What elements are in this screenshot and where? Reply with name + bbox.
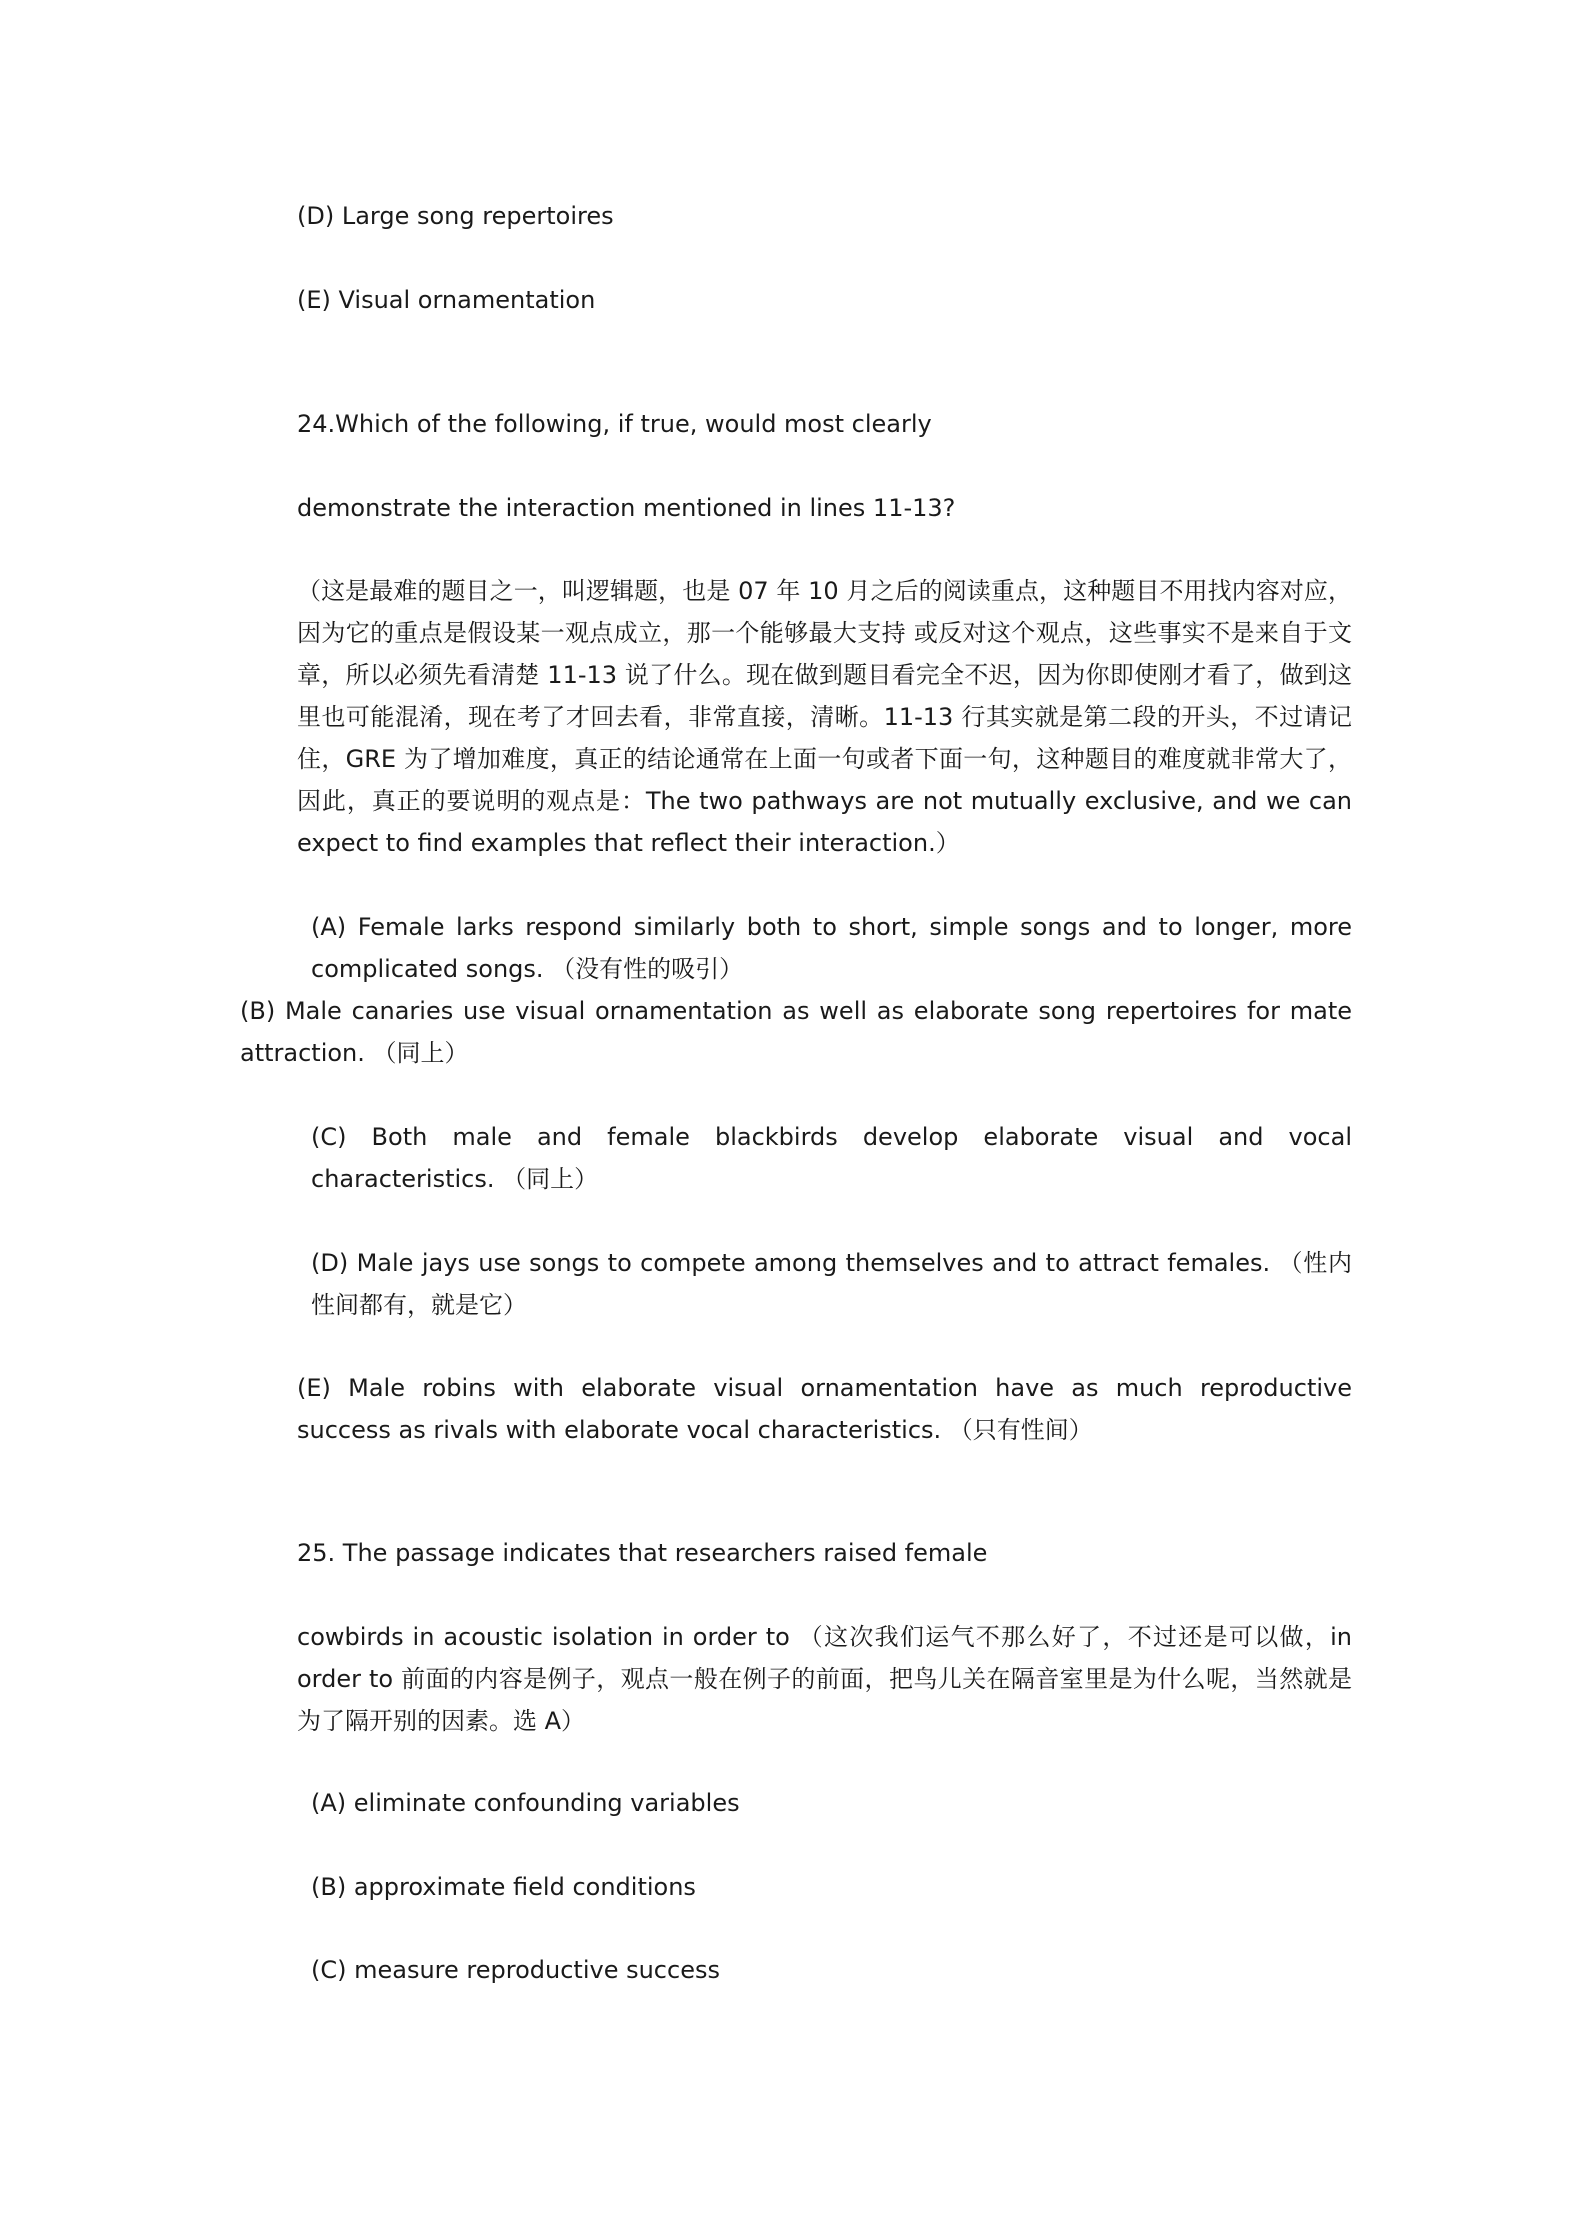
q24-explanation-text: （这是最难的题目之一，叫逻辑题，也是 07 年 10 月之后的阅读重点，这种题目不用找内容对应，因为它的重点是假设某一观点成立，那一个能够最大支持 或反对这个观点，这些事实不是来自于文章，所以必须先看清楚 11-13 说了什么。现在做到题目看完全不迟，因为你即使刚才看了，做到这里也可能混淆，现在考了才回去看，非常直接，清晰。11-13 行其实就是第二段的开头，不过请记住，GRE 为了增加难度，真正的结论通常在上面一句或者下面一句，这种题目的难度就非常大了，因此，真正的要说明的观点是：The two pathways are not mutually exclusive, and we can expect to find examples that reflect their interaction.） (297, 577, 1352, 857)
q24-option-d-text: (D) Male jays use songs to compete among themselves and to attract females. （性内性间都有，就是它） (311, 1249, 1352, 1319)
q24-option-b-text: (B) Male canaries use visual ornamentation as well as elaborate song repertoires for mate attraction. （同上） (240, 997, 1352, 1067)
q24-option-e-text: (E) Male robins with elaborate visual ornamentation have as much reproductive success as rivals with elaborate vocal characteristics. （只有性间） (297, 1374, 1352, 1444)
q25-stem-line1: 25. The passage indicates that researchers raised female (297, 1539, 988, 1567)
q24-option-c (240, 1116, 1352, 1200)
q25-stem-explanation-text: cowbirds in acoustic isolation in order to （这次我们运气不那么好了，不过还是可以做，in order to 前面的内容是例子，观点一般在例子的前面，把鸟儿关在隔音室里是为什么呢，当然就是为了隔开别的因素。选 A） (297, 1623, 1352, 1735)
q23-option-d: (D) Large song repertoires (297, 202, 614, 230)
q25-stem-explanation (240, 1616, 1352, 1742)
q24-explanation (240, 570, 1352, 864)
q24-option-a (240, 906, 1352, 990)
q25-option-c: (C) measure reproductive success (311, 1956, 720, 1984)
q24-stem-line1: 24.Which of the following, if true, would most clearly (297, 410, 932, 438)
q25-option-a: (A) eliminate confounding variables (311, 1789, 740, 1817)
q24-stem-line2: demonstrate the interaction mentioned in lines 11-13? (297, 494, 956, 522)
q24-option-a-text: (A) Female larks respond similarly both to short, simple songs and to longer, more complicated songs. （没有性的吸引） (311, 913, 1352, 983)
q24-option-d (240, 1242, 1352, 1326)
q25-option-b: (B) approximate field conditions (311, 1873, 696, 1901)
q24-option-e (240, 1367, 1352, 1451)
q24-option-c-text: (C) Both male and female blackbirds develop elaborate visual and vocal characteristics. （同上） (311, 1123, 1352, 1193)
q23-option-e: (E) Visual ornamentation (297, 286, 596, 314)
q24-option-b (240, 990, 1352, 1074)
